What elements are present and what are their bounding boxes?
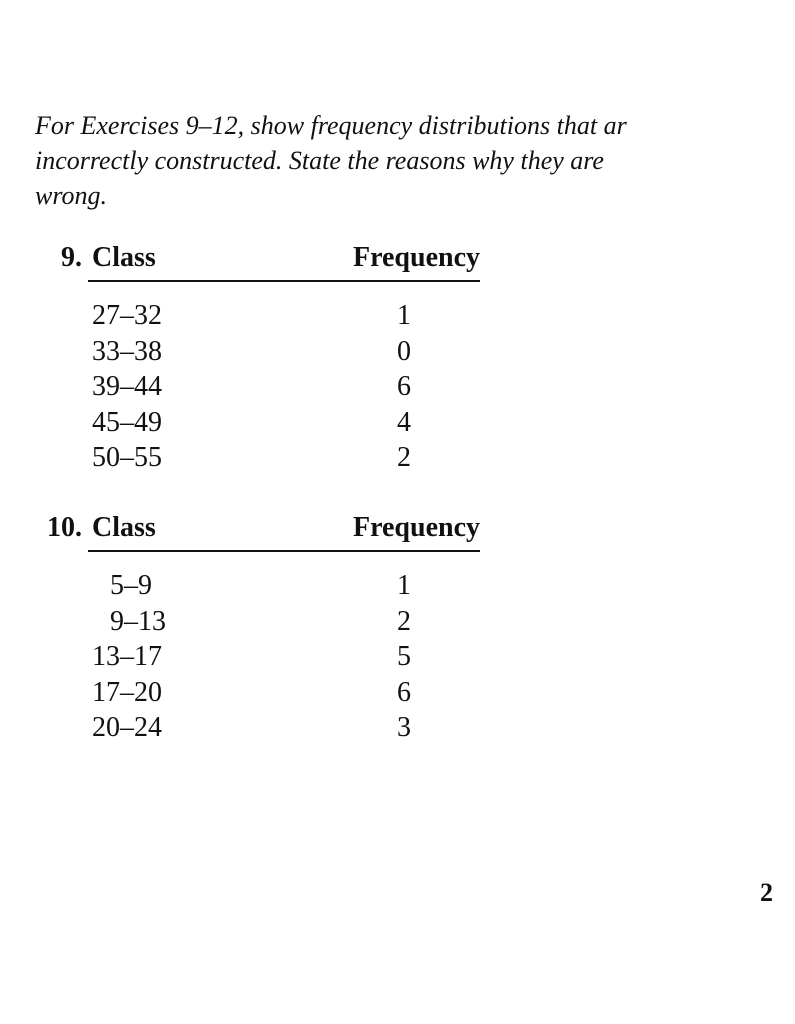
frequency-cell: 0 <box>397 335 411 367</box>
class-cell: 33–38 <box>92 335 162 367</box>
frequency-column-header: Frequency <box>352 242 480 273</box>
exercise-10-table <box>0 510 768 770</box>
instruction-line-3: wrong. <box>35 181 107 210</box>
class-column-header: Class <box>92 512 156 543</box>
class-cell: 27–32 <box>92 300 162 331</box>
table-row <box>0 300 768 336</box>
table-header <box>0 510 768 550</box>
table-row <box>0 371 768 407</box>
class-cell: 9–13 <box>110 605 166 637</box>
class-cell: 20–24 <box>92 712 162 743</box>
table-row <box>0 442 768 478</box>
page-number: 2 <box>760 878 773 907</box>
exercise-9-table <box>0 240 768 500</box>
class-cell: 39–44 <box>92 371 162 402</box>
table-row <box>0 570 768 606</box>
exercise-number: 10. <box>47 512 82 543</box>
frequency-cell: 6 <box>397 676 411 708</box>
class-column-header: Class <box>92 242 156 273</box>
exercise-number: 9. <box>61 242 82 273</box>
table-row <box>0 641 768 677</box>
instruction-line-1: For Exercises 9–12, show frequency distributions that ar <box>35 111 627 140</box>
class-cell: 5–9 <box>110 570 152 601</box>
frequency-cell: 2 <box>397 442 411 473</box>
frequency-cell: 2 <box>397 605 411 637</box>
class-cell: 50–55 <box>92 442 162 473</box>
frequency-cell: 1 <box>397 570 411 601</box>
class-cell: 17–20 <box>92 676 162 708</box>
class-cell: 45–49 <box>92 406 162 438</box>
table-row <box>0 336 768 372</box>
frequency-cell: 6 <box>397 371 411 402</box>
frequency-cell: 5 <box>397 641 411 672</box>
frequency-cell: 4 <box>397 406 411 438</box>
table-body <box>0 570 768 748</box>
frequency-cell: 3 <box>397 712 411 743</box>
exercise-instructions <box>35 108 795 213</box>
class-cell: 13–17 <box>92 641 162 672</box>
table-row <box>0 606 768 642</box>
table-body <box>0 300 768 478</box>
table-row <box>0 712 768 748</box>
frequency-column-header: Frequency <box>352 512 480 543</box>
table-row <box>0 407 768 443</box>
instruction-line-2: incorrectly constructed. State the reasons why they are <box>35 146 604 175</box>
table-header <box>0 240 768 280</box>
frequency-cell: 1 <box>397 300 411 331</box>
header-rule <box>88 550 480 552</box>
header-rule <box>88 280 480 282</box>
table-row <box>0 677 768 713</box>
